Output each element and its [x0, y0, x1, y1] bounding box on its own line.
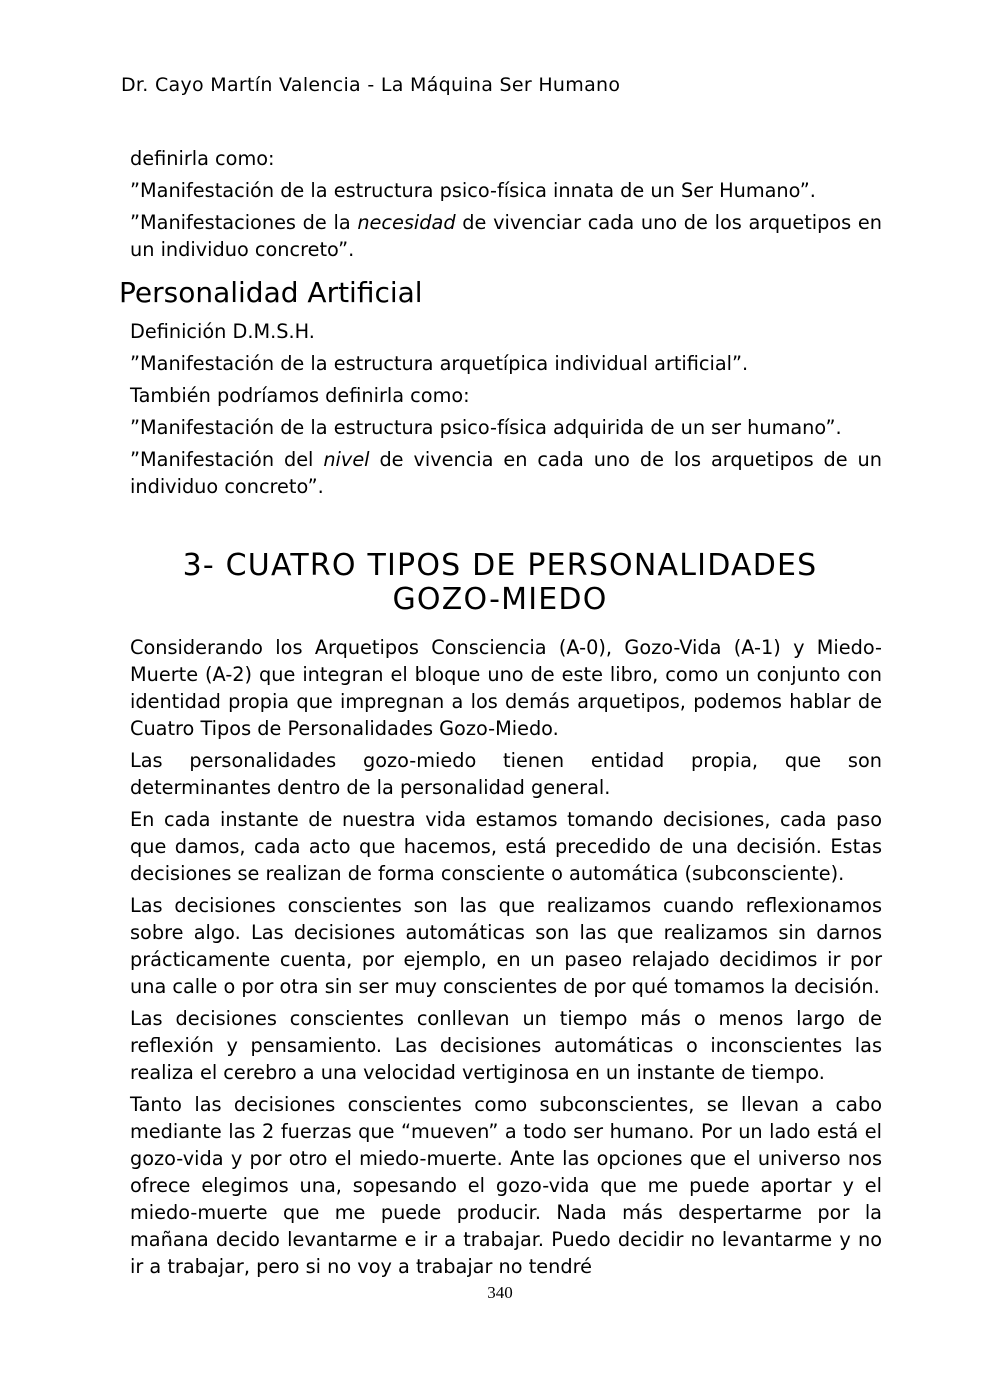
emphasis-necesidad: necesidad: [357, 211, 456, 234]
section-title-line-2: GOZO-MIEDO: [392, 582, 608, 617]
artificial-text: de vivencia en cada uno de los arquetipos de un individuo concreto”.: [130, 448, 882, 498]
body-paragraph-4: Las decisiones conscientes son las que realizamos cuando reflexionamos sobre algo. Las decisiones automáticas son las que realizamos sin darnos prácticamente cuenta, por ejemplo, en un paseo relajado decidimos ir por una calle o por otra sin ser muy conscientes de por qué tomamos la decisión.: [130, 894, 882, 998]
section-title: [0, 549, 1000, 617]
body-paragraph-5: Las decisiones conscientes conllevan un tiempo más o menos largo de reflexión y pensamiento. Las decisiones automáticas o inconscientes las realiza el cerebro a una velocidad vertiginosa en un instante de tiempo.: [130, 1007, 882, 1084]
body-paragraph-2: Las personalidades gozo-miedo tienen entidad propia, que son determinantes dentro de la personalidad general.: [130, 749, 882, 799]
artificial-paragraph-4: ”Manifestación de la estructura psico-física adquirida de un ser humano”.: [130, 416, 842, 439]
body-paragraph-1: Considerando los Arquetipos Consciencia (A-0), Gozo-Vida (A-1) y Miedo-Muerte (A-2) que integran el bloque uno de este libro, como un conjunto con identidad propia que impregnan a los demás arquetipos, podemos hablar de Cuatro Tipos de Personalidades Gozo-Miedo.: [130, 636, 882, 740]
intro-block: [130, 145, 882, 263]
body-paragraph-3: En cada instante de nuestra vida estamos tomando decisiones, cada paso que damos, cada acto que hacemos, está precedido de una decisión. Estas decisiones se realizan de forma consciente o automática (subconsciente).: [130, 808, 882, 885]
subheading-personalidad-artificial: Personalidad Artificial: [119, 276, 423, 309]
artificial-paragraph-5: [130, 446, 882, 500]
intro-paragraph-2: ”Manifestación de la estructura psico-física innata de un Ser Humano”.: [130, 179, 816, 202]
artificial-paragraph-1: Definición D.M.S.H.: [130, 320, 315, 343]
intro-text: ”Manifestaciones de la: [130, 211, 358, 234]
artificial-block: [130, 318, 882, 500]
intro-text: de vivenciar cada uno de los arquetipos en un individuo concreto”.: [130, 211, 882, 261]
body-paragraph-6: Tanto las decisiones conscientes como subconscientes, se llevan a cabo mediante las 2 fuerzas que “mueven” a todo ser humano. Por un lado está el gozo-vida y por otro el miedo-muerte. Ante las opciones que el universo nos ofrece elegimos una, sopesando el gozo-vida que me puede aportar y el miedo-muerte que me puede producir. Nada más despertarme por la mañana decido levantarme e ir a trabajar. Puedo decidir no levantarme y no ir a trabajar, pero si no voy a trabajar no tendré: [130, 1093, 882, 1278]
section-body: [130, 634, 882, 1280]
section-title-line-1: 3- CUATRO TIPOS DE PERSONALIDADES: [182, 548, 818, 583]
artificial-text: ”Manifestación del: [130, 448, 324, 471]
running-header: Dr. Cayo Martín Valencia - La Máquina Ser Humano: [121, 74, 621, 96]
artificial-paragraph-3: También podríamos definirla como:: [130, 384, 470, 407]
intro-paragraph-1: definirla como:: [130, 147, 275, 170]
intro-paragraph-3: [130, 209, 882, 263]
emphasis-nivel: nivel: [323, 448, 370, 471]
artificial-paragraph-2: ”Manifestación de la estructura arquetípica individual artificial”.: [130, 352, 749, 375]
page-number: 340: [487, 1283, 513, 1302]
